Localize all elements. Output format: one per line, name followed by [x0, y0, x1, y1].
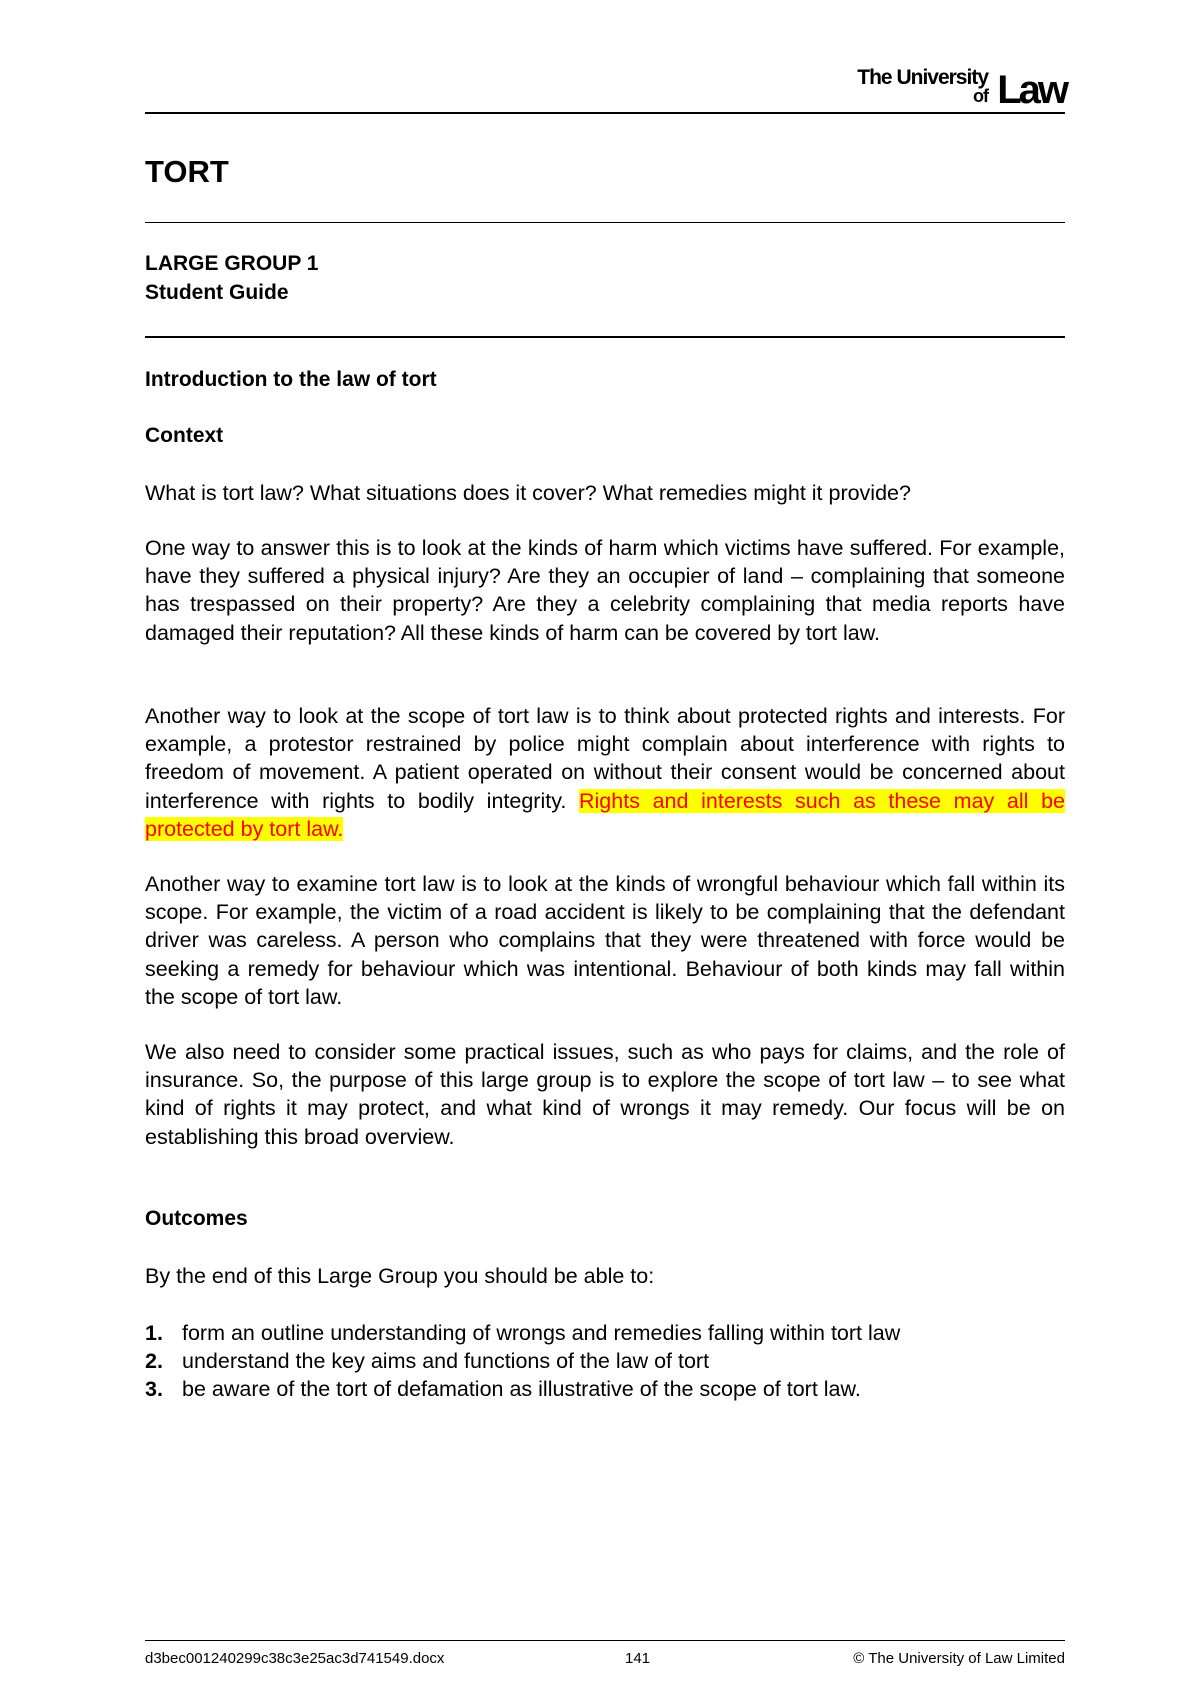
footer-filename: d3bec001240299c38c3e25ac3d741549.docx — [145, 1650, 445, 1667]
paragraph-5: We also need to consider some practical issues, such as who pays for claims, and the role of insurance. So, the purpose of this large group is to explore the scope of tort law – to see what kind of rights it may protect, and what kind of wrongs it may remedy. Our focus will be on establishing this broad overview. — [145, 1040, 1065, 1149]
outcome-text: be aware of the tort of defamation as illustrative of the scope of tort law. — [182, 1377, 861, 1401]
paragraph-3 — [145, 702, 1065, 843]
paragraph-4: Another way to examine tort law is to look at the kinds of wrongful behaviour which fall within its scope. For example, the victim of a road accident is likely to be complaining that the defendant driver was careless. A person who complains that they were threatened with force would be seeking a remedy for behaviour which was intentional. Behaviour of both kinds may fall within the scope of tort law. — [145, 872, 1065, 1009]
logo-line-2: of — [973, 86, 988, 106]
outcome-text: understand the key aims and functions of the law of tort — [182, 1349, 710, 1373]
document-title: TORT — [145, 154, 229, 189]
outcome-item — [145, 1375, 900, 1403]
outcome-number: 2. — [145, 1349, 163, 1373]
outcome-text: form an outline understanding of wrongs and remedies falling within tort law — [182, 1321, 901, 1345]
outcomes-intro: By the end of this Large Group you should be able to: — [145, 1264, 655, 1288]
section-title: Introduction to the law of tort — [145, 368, 437, 391]
outcome-item — [145, 1319, 900, 1347]
paragraph-1: What is tort law? What situations does it cover? What remedies might it provide? — [145, 481, 911, 505]
subtitle-rule — [145, 336, 1065, 338]
footer-copyright: © The University of Law Limited — [853, 1650, 1065, 1667]
logo-line-1: The University — [857, 66, 988, 89]
footer-rule — [145, 1640, 1065, 1641]
outcome-item — [145, 1347, 900, 1375]
outcomes-heading: Outcomes — [145, 1207, 248, 1230]
logo-line-3: Law — [997, 68, 1066, 112]
header-rule — [145, 112, 1065, 114]
outcome-number: 1. — [145, 1321, 163, 1345]
outcome-number: 3. — [145, 1377, 163, 1401]
university-logo — [846, 64, 1066, 112]
title-rule — [145, 222, 1065, 223]
context-heading: Context — [145, 424, 224, 447]
paragraph-2: One way to answer this is to look at the kinds of harm which victims have suffered. For example, have they suffered a physical injury? Are they an occupier of land – complaining that someone has trespassed on their property? Are they a celebrity complaining that media reports have damaged their reputation? All these kinds of harm can be covered by tort law. — [145, 536, 1065, 645]
highlighted-text: Rights and interests such as these may all be protected by tort law. — [145, 788, 1065, 841]
paragraph-3-text: Another way to look at the scope of tort law is to think about protected rights and interests. For example, a protestor restrained by police might complain about interference with rights to freedom of movement. A patient operated on without their consent would be concerned about interference with rights to bodily integrity. — [145, 704, 1065, 813]
footer-page-number: 141 — [625, 1650, 651, 1667]
guide-label: Student Guide — [145, 281, 289, 304]
outcomes-list — [145, 1319, 900, 1403]
session-label: LARGE GROUP 1 — [145, 252, 319, 275]
